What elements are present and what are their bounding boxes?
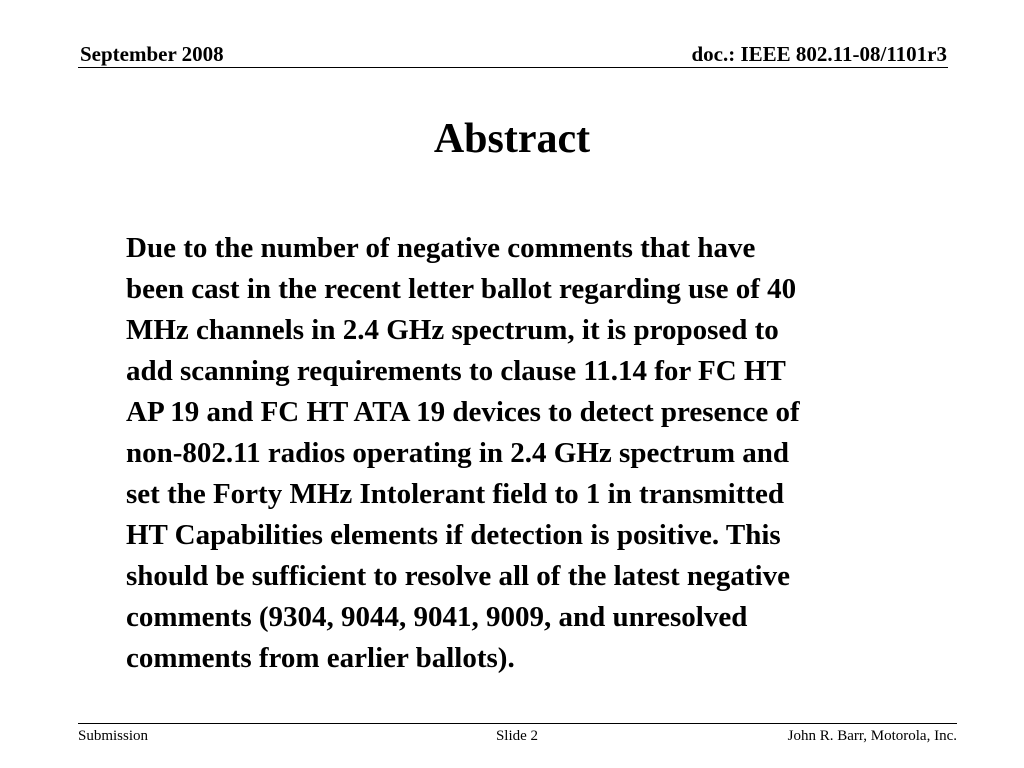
abstract-line: should be sufficient to resolve all of the latest negative <box>126 560 790 592</box>
abstract-line: HT Capabilities elements if detection is positive. This <box>126 519 781 551</box>
abstract-line: MHz channels in 2.4 GHz spectrum, it is proposed to <box>126 314 779 346</box>
abstract-line: add scanning requirements to clause 11.14 for FC HT <box>126 355 786 387</box>
abstract-body <box>126 228 946 679</box>
abstract-line: been cast in the recent letter ballot regarding use of 40 <box>126 273 797 305</box>
abstract-line: comments from earlier ballots). <box>126 642 515 674</box>
header-date: September 2008 <box>80 42 224 66</box>
header-doc-id: doc.: IEEE 802.11-08/1101r3 <box>691 42 947 66</box>
slide-title: Abstract <box>433 116 591 162</box>
abstract-line: set the Forty MHz Intolerant field to 1 in transmitted <box>126 478 785 510</box>
abstract-line: comments (9304, 9044, 9041, 9009, and unresolved <box>126 601 748 633</box>
header-divider <box>78 67 948 68</box>
abstract-line: Due to the number of negative comments that have <box>126 232 756 264</box>
abstract-line: non-802.11 radios operating in 2.4 GHz spectrum and <box>126 437 790 469</box>
footer-slide-number: Slide 2 <box>495 728 539 744</box>
footer-submission: Submission <box>78 728 149 744</box>
abstract-line: AP 19 and FC HT ATA 19 devices to detect presence of <box>126 396 800 428</box>
footer-divider <box>78 723 957 724</box>
footer-author: John R. Barr, Motorola, Inc. <box>787 728 957 744</box>
